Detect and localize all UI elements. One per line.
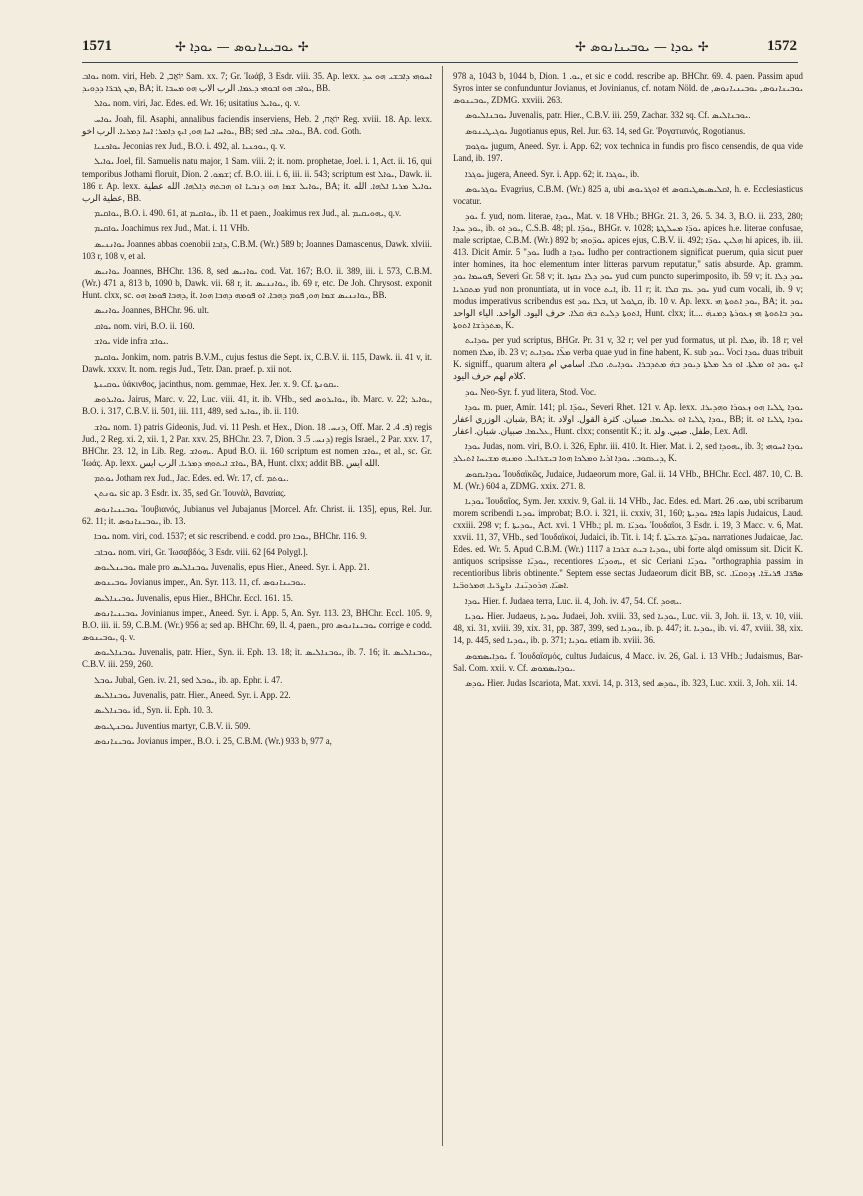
dictionary-entry: ܝܘܒܢܐܠܝܘܣ Juvenalis, patr. Hier., C.B.V. iii. 259, Zachar. 332 sq. Cf. ܝܘܒܢܐܠܝܣ. [465,110,751,121]
column-divider [442,66,443,1146]
left-column [82,70,432,750]
dictionary-entry: ܝܘܕܐ Judas, nom. viri, B.O. i. 326, Ephr. iii. 410. It. Hier. Mat. i. 2, sed ܝܗܘܕܐ, ib. 3; ܝܘܕܐ ܐܚܘܗܝ ܕܝܥܩܘܒ. ܝܘܕܐ ܐܪܝܐ ܘܡܠܟܐ ܗܘܐ ܒܝܫܪܐܝܠ. ܘܡܢܗ ܡܫܝܚܐ ܐܬܝܠܕ, K. [453,441,803,464]
dictionary-entry: ܝܘܒܢܛܝܘܣ Juventius martyr, C.B.V. ii. 509. [94,720,251,731]
dictionary-entry: ܝܘܒܠ Jubal, Gen. iv. 21, sed ܝܘܒܠ, ib. ap. Ephr. i. 47. [94,674,283,685]
dictionary-entry: ܝܘܒܝܢܐܠܝܣ Juvenalis, epus Hier., BHChr. Eccl. 161. 15. [94,592,293,603]
dictionary-entry: ܝܘܕܣ Hier. Judas Iscariota, Mat. xxvi. 14, p. 313, sed ܝܘܕܣ, ib. 323, Luc. xxii. 3, Joh. xii. 14. [465,677,798,688]
running-head-right: ✢ ܝܘܕܐ — ܝܘܒܝܢܐܢܘܣ ✢ [575,40,709,55]
dictionary-entry: ܝܘܕܝܐ Ἰουδαῖος, Sym. Jer. xxxiv. 9, Gal. ii. 14 VHb., Jac. Edes. ed. Mart. ܡܘ. 26, ubi scribarum morem scribendi ܝܘܕܝܐ improbat; B.O. i. 321, ii. cxxiv, 31, 160; ܟܐܦܐ ܝܘܕܝܬܐ lapis Judaicus, Laud. cxxiii. 298 v; f. ܝܘܕܝܬܐ, Act. xvi. 1 VHb.; pl. m. ܝܘܕܝ̈ܐ Ἰουδαῖοι, 3 Esdr. i. 19, 3 Macc. v. 6, Mat. xxvii. 11, 37, VHb., sed Ἰουδαϊκοί, Judaici, ib. Tit. i. 14; f. ܝܘܕܝ̈ܬܐ ܬܫܥܝ̈ܬܐ narrationes Judaicae, Jac. Edes. ed. Wr. 5. Apud C.B.M. (Wr.) 1117 a ܝܘܕܝܐ ܒܝܬ ܫܪܒܐ, ubi forte alqd omissum sit. Dicit K. antiquos scripsisse ܝܘܕܝ̈ܐ, recentiores ܝܗܘܕܝ̈ܐ, et sic Ceriani ܝܘܕܝ̈ܐ "orthographia passim in recentioribus libris obtinente." Septem esse sectas Judaeorum dicit BB, sc. ܣܦܪ̈ܐ. ܦܪܝܫ̈ܐ. ܙܕܘܩܝ̈ܐ. ܐܣܝ̈ܐ. ܗܪܘܕܝ̈ܢܐ. ܢܐܨܪ̈ܝܐ. ܗܡܪܘܒ̈ܝܐ. [453,496,804,591]
dictionary-entry: ܝܘܐܠ nom. viri, Jac. Edes. ed. Wr. 16; usitatius ܝܘܐܝܠ, q. v. [94,98,300,109]
dictionary-entry: ܝܘܒܢܐܠܝܣ Juvenalis, patr. Hier., Aneed. Syr. i. App. 22. [94,690,291,701]
dictionary-entry: ܝܘܒܢܐܠܝܣ id., Syn. ii. Eph. 10. 3. [94,705,213,716]
dictionary-entry: ܝܘܩܝܢܬܐ ὑάκινθος, jacinthus, nom. gemmae, Hex. Jer. x. 9. Cf. ܝܩܘܢܬܐ. [94,378,339,389]
dictionary-entry: ܝܘܕܐ Hier. f. Judaea terra, Luc. ii. 4, Joh. iv. 47, 54. Cf. ܝܗܘܕ. [465,595,682,606]
dictionary-entry: ܝܘܐܝܪܘܣ Jairus, Marc. v. 22, Luc. viii. 41, it. ib. VHb., sed ܝܘܐܝܪܘܣ, ib. Marc. v. 22; ܝܘܐܝܪ, B.O. i. 317, C.B.V. ii. 501, iii. 111, 489, sed ܝܘܐܝܪ, ib. ii. 110. [82,394,432,417]
dictionary-entry: ܝܘܒܢܐܠܝܘܣ Juvenalis, patr. Hier., Syn. ii. Eph. 13. 18; it. ܝܘܒܢܐܠܝܣ, ib. 7. 16; it. ܝܘܒܢܐܠܝܣ, C.B.V. iii. 259, 260. [82,647,432,670]
dictionary-entry: ܝܘܐܚ Joah, fil. Asaphi, annalibus faciendis inserviens, Heb. יוֹאָח, 2 Reg. xviii. 18. Ap. lexx. ܝܘܐܚ ܐܚܐ ܗܘ, ܐܝܟ ܕܐܡܪ: ܐܚܐ ܕܡܪܝܐ. الرب اخو, BB; sed ܝܘܐܒ ܚܐܒ, BA. cod. Goth. [82,113,432,136]
dictionary-entry: ܝܘܐܝܠ Joel, fil. Samuelis natu major, 1 Sam. viii. 2; it. nom. prophetae, Joel. i. 1, Act. ii. 16, qui temporibus Jothami floruit, Dion. ܫܡܘ. 2; cf. B.O. iii. i. 6, iii. ii. 543; scriptum est ܝܘܐܠ, Dawk. ii. 186 r. Ap. lexx. ܝܘܐܝܠ ܫܡܐ ܗܘ ܕܢܒܝܐ ܐܘ ܗܒܬܗ ܕܐܠܗܐ. الله عطية, BA; it. ܝܘܐܝܠ ܡܪܝܐ ܐܠܗܐ. الله عطية الرب, BB. [82,156,433,203]
dictionary-entry: ܝܘܓܪܝܘܣ Evagrius, C.B.M. (Wr.) 825 a, ubi ܐܘܓܪܝܘܣ et ܐܩܠܝܣܝܣܛܝܩܘܣ, h. e. Ecclesiasticus vocatur. [453,183,803,206]
dictionary-entry: ܝܘܕܐܝܬ per yud scriptus, BHGr. Pr. 31 v, 32 r; vel per yud formatus, ut pl. ܡܠܐ, ib. 18 r; vel nomen ܡܠܐ, ib. 23 v; ܡܠ̈ܐ ܝܘܕܐܝܬ verba quae yud in fine habent, K. sub ܝܘܕ. Voci ܝܘܕܐ duas tribuit K. signiff., quarum altera ܐܝܟ ܝܘܕ ܐܘ ܡܠܬܐ. ܐܘ ܟܠ ܡܠܬܐ ܕܝܘܕ ܒܗ̇ ܡܬܕܒܪܐ. ܝܘܕܐܝܬ. ܩܠܐ. اسامي ام كلام لهم حرف اليود. [453,335,804,382]
dictionary-entry: ܝܘܐܢܝܣ Joannes, BHChr. 96. ult. [94,305,210,316]
dictionary-entry: ܝܘܓܪܐ jugera, Aneed. Syr. i. App. 62; it. ܝܘܓܪܐ, ib. [465,168,640,179]
dictionary-entry: 978 a, 1043 b, 1044 b, Dion. ܝܘ. 1, et sic e codd. rescribe ap. BHChr. 69. 4. paen. Passim apud Syros inter se confunduntur Jovianus, et Jovinianus, cf. notam Nöld. de ܝܘܒܝܢܐܢܘܣ, ܝܘܒܝܢܝܐܢܘܣ, ܝܘܒܝܢܘܣ, ZDMG. xxviii. 263. [453,71,803,106]
dictionary-entry: ܝܘܢܬܢ sic ap. 3 Esdr. ix. 35, sed Gr. Ἰουνὰλ, Βαναίας. [94,488,286,499]
dictionary-entry: ܝܘܐܢܢܝܣ Joannes abbas coenobii ܕܐܒܐ, C.B.M. (Wr.) 589 b; Joannes Damascenus, Dawk. xlviii. 103 r, 108 v, et al. [82,238,432,261]
dictionary-entry: ܝܘܒܝܢܝܐܢܘܣ Jovinianus imper., Aneed. Syr. i. App. 5, An. Syr. 113. 23, BHChr. Eccl. 105. 9, B.O. iii. ii. 59, C.B.M. (Wr.) 956 a; sed ap. BHChr. 69, ll. 4, paen., pro ܝܘܒܝܢܐܢܘܣ corrige e codd. ܝܘܒܝܢܘܣ, q. v. [82,607,432,642]
dictionary-entry: ܝܘܕܝܐ Hier. Judaeus, ܝܘܕܝܐ Judaei, Joh. xviii. 33, sed ܝܘܕܝܐ, Luc. vii. 3, Joh. ii. 13, v. 10, viii. 48, xi. 31, xviii. 39, xix. 31, pp. 387, 399, sed ܝܘܕܝܐ, ib. p. 447; it. ܝܘܕܝܐ, ib. vi. 47, xviii. 38, xix. 14, p. 445, sed ܝܘܕܝܐ, ib. p. 371; ܝܘܕܝܐ etiam ib. xviii. 36. [453,611,804,646]
dictionary-entry: ܝܘܕ f. yud, nom. literae, ܝܘܕܐ, Mat. v. 18 VHb.; BHGr. 21. 3, 26. 5. 34. 3, B.O. ii. 233, 280; ܝܘܕ ܚܕܐ, ib. ܝܘܕ ܐܘ, C.S.B. 48; pl. ܝܘܕ̈ܐ, BHGr. v. 1028; ܝܘܕ̈ܐ ܡܚܠܛܬܐ apices h.e. literae confusae, male scriptae, C.B.M. (Wr.) 892 b; ܝܘܕ̈ܘܗܝ apices ejus, C.B.V. ii. 492; ܗܠܝܢ ܝܘܕ̈ܐ hi apices, ib. iii. 413. Dicit Amir. 5 "ܝܘܕ Iudh a ܝܘܕܐ Iudho per contractionem significat puerum, quia sicut puer inter homines, ita hoc elementum inter litteras parvum reputatur," satis absurde. Ap. gramm. ܦܘܚܡܐ ܝܘܕ, Severi Gr. 58 v; it. ܝܘܕ ܕܠܐ ܢܩܙܐ yud cum puncto superimposito, ib. 59 v; it. ܝܘܕ ܕܠܐ ܡܬܩܪܝܐ yud non pronuntiata, ut in voce ܐܝܬ, ib. 11 r; it. ܝܘܕ ܥܡ ܩܠܐ yud cum vocali, ib. 9 v; modus imperativus scribendus est ܒܠܐ ܝܘܕ, ut ܩܛܘܠ, ib. 10 v. Ap. lexx. ܝܘܕ ܐܬܘܬܐ ܗܝ, BA; it. ܝܘܕ ܐܬܘܬܐ ܕܠܝܬ ܒܗ̇ ܩܠܐ. حرف اليود. الواحد. الياء الواحد, Hunt. clxx; it.... ܝܘܕ ܒܐܬܘܬܐ ܗܝ ܙܥܘܪܬܐ ܕܡܢܗ̇ ܡܬܕܪܫܐ ܐܬܘܬܐ, K. [453,211,804,330]
right-column [453,70,803,692]
dictionary-entry: ܝܘܬܡ Jotham rex Jud., Jac. Edes. ed. Wr. 17, cf. ܝܘܬܡ. [94,473,289,484]
dictionary-entry: ܝܘܓܘܡ jugum, Aneed. Syr. i. App. 62; vox technica in fundis pro fisco censendis, de qua vide Land, ib. 197. [453,141,803,164]
dictionary-entry: ܝܘܓܝܛܝܢܘܣ Jugotianus epus, Rel. Jur. 63. 14, sed Gr. Ῥογατιανός, Rogotianus. [465,125,746,136]
dictionary-entry: ܝܘܒܝܢܝܐܢܘܣ Ἰουβιανός, Jubianus vel Jubajanus [Morcel. Afr. Christ. ii. 135], epus, Rel. Jur. 62. 11; it. ܝܘܒܝܢܐܢܘܣ, ib. 13. [82,503,432,526]
dictionary-entry: ܝܘܐܒ nom. viri, Heb. יוֹאָב, 2 Sam. xx. 7; Gr. Ἰωάβ, 3 Esdr. viii. 35. Ap. lexx. ܐܚܘܗܝ ܕܐܒܫܝ ܗܘ ܚܕ ܡܢ ܓܒܪ̈ܐ ܕܕܘܝܕ, BA; it. ܝܘܐܒ ܗܘ ܐܒܘܗܝ ܕܥܡܐ. الرب الاب ܗܘ ܡܚܒܐ, BB. [82,71,433,94]
header-rule [82,62,798,63]
page-number-left: 1571 [82,38,112,54]
dictionary-entry: ܝܘܒܐܒ nom. viri, Gr. Ἰωσαβδός, 3 Esdr. viii. 62 [64 Polygl.]. [94,546,308,557]
dictionary-entry: ܝܘܒܝܢܘܣ Jovianus imper., An. Syr. 113. 11, cf. ܝܘܒܝܢܐܢܘܣ. [94,577,306,588]
dictionary-entry: ܝܘܕܐܝܩܘܣ Ἰουδαϊκῶς, Judaice, Judaeorum more, Gal. ii. 14 VHb., BHChr. Eccl. 487. 10, C. B. M. (Wr.) 604 a, ZDMG. xxix. 271. 8. [453,468,803,491]
dictionary-entry: ܝܘܐܩܝܡ Jonkim, nom. patris B.V.M., cujus festus die Sept. ix, C.B.V. ii. 115, Dawk. ii. 41 v, it. Dawk. xxxv. It. nom. regis Jud., Tetr. Dan. praef. p. xii not. [82,351,432,374]
dictionary-entry: ܝܘܐܫ vide infra ܝܘܐܫ. [94,336,169,347]
dictionary-entry: ܝܘܕ Neo-Syr. f. yud litera, Stod. Voc. [465,386,597,397]
dictionary-entry: ܝܘܕܐ m. puer, Amir. 141; pl. ܝܘܕ̈ܐ, Severi Rhet. 121 v. Ap. lexx. ܝܘܕܐ ܛܠܝܐ ܗܘ ܙܥܘܪܐ ܘܗܕܝܪܐ. شبان. الوزري اعفار, BA; it. ܝܘܕܐ ܛܠܝܐ ܐܘ ܥܠܝܡܐ. صبيان. كثرة القول. اولاد, BB; it. ܝܘܕܐ ܛܠܝܐ ܐܘ ܥܠܝܡܐ. صبيان. شبان. اعفار, Hunt. clxx; consentit K.; it. طفل. صبي. ولد, Lex. Adl. [453,401,803,436]
dictionary-entry: ܝܘܐܩܝܡ, B.O. i. 490. 61, at ܝܘܐܩܝܡ, ib. 11 et paen., Joakimus rex Jud., al. ܝܗܘܝܩܝܡ, q.v. [94,207,402,218]
dictionary-entry: ܝܘܒܝܢܠܝܘܣ male pro ܝܘܒܢܐܠܝܣ Juvenalis, epus Hier., Aneed. Syr. i. App. 21. [94,561,370,572]
dictionary-entry: ܝܘܐܫ nom. 1) patris Gideonis, Jud. vi. 11 Pesh. et Hex., Dion. ܕܢܚ. 18, Off. Mar. ܦ. 4. 2) regis Jud., 2 Reg. xi. 2, xii. 1, 2 Par. xxv. 25, BHChr. 23. 7, Dion. ܕܢܚ. 5. 3) regis Israel., 2 Par. xxv. 17, BHChr. 23. 12, in Lib. Reg. ܝܗܘܐܫ. Apud B.O. ii. 160 scriptum est nomen ܝܘܐܫ, et al., sc. Gr. Ἰωάς. Ap. lexx. ܝܘܐܫ ܐܝܬܘܗܝ ܕܡܪܝܐ. الرب ايس, BA, Hunt. clxx; addit BB. الله ايس. [82,421,433,468]
dictionary-entry: ܝܘܐܩ nom. viri, B.O. ii. 160. [94,320,195,331]
dictionary-entry: ܝܘܐܩܝܡ Joachimus rex Jud., Mat. i. 11 VHb. [94,223,250,234]
page-number-right: 1572 [767,38,797,54]
dictionary-entry: ܝܘܐܢܝܣ Joannes, BHChr. 136. 8, sed ܝܘܐܢܝܣ cod. Vat. 167; B.O. ii. 389, iii. i. 573, C.B.M. (Wr.) 471 a, 813 b, 1090 b, Dawk. vii. 68 r, it. ܝܘܐܢܢܝܣ, ib. 69 r, etc. De Joh. Chrysost. exponit Hunt. clxx, sc. ܕܗܒܐ ܦܘܡܐ ܗܘ, it. ܝܘܐܢܢܝܣ ܫܡܐ ܗܘ, ܦܘܡ ܕܗܒܐ. ܐܘ ܦܘܡܗ ܕܗܒܐ ܗܘܐ, BB. [82,266,432,301]
dictionary-entry: ܝܘܐܟܢܝܐ Jeconias rex Jud., B.O. i. 492, al. ܝܘܟܢܝܐ, q. v. [94,141,286,152]
dictionary-entry: ܝܘܒܐ nom. viri, cod. 1537; et sic rescribend. e codd. pro ܝܘܒܐ, BHChr. 116. 9. [94,531,367,542]
dictionary-entry: ܝܘܒܝܢܐܢܘܣ Jovianus imper., B.O. i. 25, C.B.M. (Wr.) 933 b, 977 a, [94,736,332,747]
dictionary-entry: ܝܘܕܐܝܣܡܘܣ f. Ἰουδαϊσμός, cultus Judaicus, 4 Macc. iv. 26, Gal. i. 13 VHb.; Judaismus, Bar-Sal. Com. xxii. v. Cf. ܝܘܕܐܝܣܡܘܣ. [453,650,803,673]
running-head-left: ✢ ܝܘܒܝܢܐܢܘܣ — ܝܘܕܐ ✢ [175,40,309,55]
